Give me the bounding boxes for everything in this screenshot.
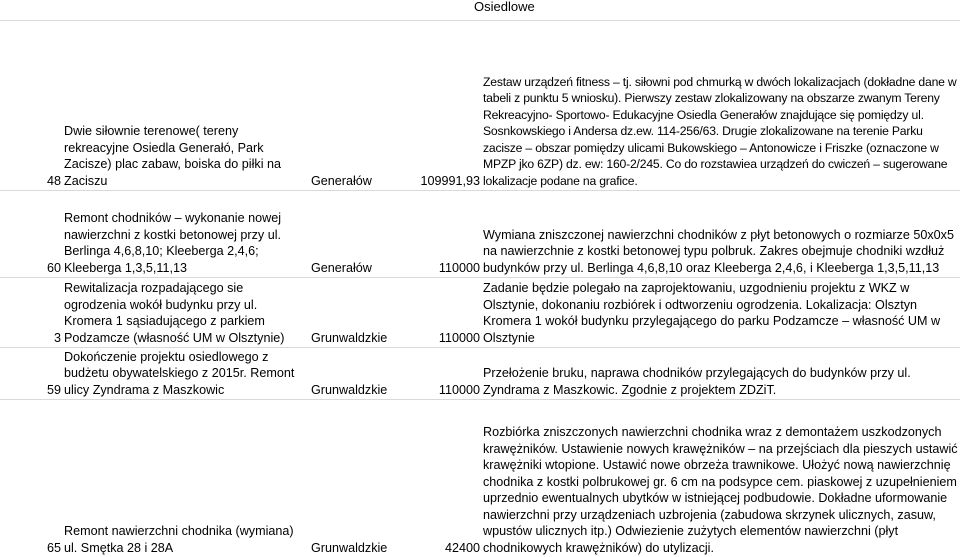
table-row[interactable] (0, 348, 960, 398)
row-number: 48 (46, 173, 61, 188)
district-name: Generałów (311, 260, 372, 275)
project-name: Dokończenie projektu osiedlowego z budżetu obywatelskiego z 2015r. Remont ulicy Zyndrama z Maszkowic (64, 349, 295, 397)
table-row[interactable] (0, 278, 960, 346)
project-cost: 110000 (438, 260, 480, 275)
row-number: 60 (46, 260, 61, 275)
table-row[interactable] (0, 400, 960, 556)
row-number: 59 (46, 382, 61, 397)
project-name: Rewitalizacja rozpadającego sie ogrodzenia wokół budynku przy ul. Kromera 1 sąsiadującego z parkiem Podzamcze (własność UM w Olsztynie) (64, 281, 285, 345)
project-cost: 109991,93 (420, 173, 480, 188)
spreadsheet-grid (0, 20, 960, 557)
project-cost: 42400 (444, 540, 480, 555)
district-name: Grunwaldzkie (311, 330, 388, 345)
project-name: Dwie siłownie terenowe( tereny rekreacyjne Osiedla Generałó, Park Zacisze) plac zabaw, boiska do piłki na Zaciszu (64, 124, 282, 188)
table-row[interactable] (0, 21, 960, 189)
project-cost: 110000 (438, 382, 480, 397)
project-name: Remont nawierzchni chodnika (wymiana) ul. Smętka 28 i 28A (64, 524, 294, 555)
project-scope: Przełożenie bruku, naprawa chodników przylegających do budynków przy ul. Zyndrama z Maszkowic. Zgodnie z projektem ZDZiT. (483, 366, 911, 397)
project-scope: Wymiana zniszczonej nawierzchni chodników z płyt betonowych o rozmiarze 50x0x5 na nawierzchnie z kostki betonowej typu polbruk. Zakres obejmuje chodniki wzdłuż budynków przy ul. Berlinga 4,6,8,10 oraz Kleeberga 2,4,6, i Kleeberga 1,3,5,11,13 (483, 227, 954, 275)
sheet-tab-title[interactable]: Osiedlowe (474, 0, 535, 14)
sheet-tab-bar (0, 0, 960, 20)
project-scope: Rozbiórka zniszczonych nawierzchni chodnika wraz z demontażem uszkodzonych krawężników. Ustawienie nowych krawężników – na przejściach dla pieszych ustawić krawężniki wtopione. Ustawić nowe obrzeża trawnikowe. Ułożyć nową nawierzchnię chodnika z kostki polbrukowej gr. 6 cm na podsypce cem. piaskowej z uzupełnieniem uprzednio ewentualnych ubytków w istniejącej podbudowie. Dokładne uformowanie nawierzchni przy urządzeniach uzbrojenia (zabudowa skrzynek ulicznych, zasuw, wpustów ulicznych itp.) Odwiezienie zużytych elementów nawierzchni (płyt chodnikowych krawężników) do utylizacji. (483, 425, 958, 555)
district-name: Grunwaldzkie (311, 540, 388, 555)
district-name: Generałów (311, 173, 372, 188)
project-scope: Zadanie będzie polegało na zaprojektowaniu, uzgodnieniu projektu z WKZ w Olsztynie, dokonaniu rozbiórek i odtworzeniu ogrodzenia. Lokalizacja: Olsztyn Kromera 1 wokół budynku przylegającego do parku Podzamcze – własność UM w Olsztynie (483, 281, 941, 345)
project-name: Remont chodników – wykonanie nowej nawierzchni z kostki betonowej przy ul. Berlinga 4,6,8,10; Kleeberga 2,4,6; Kleeberga 1,3,5,11,13 (64, 211, 282, 275)
district-name: Grunwaldzkie (311, 382, 388, 397)
row-number: 3 (53, 330, 61, 345)
project-scope: Zestaw urządzeń fitness – tj. siłowni pod chmurką w dwóch lokalizacjach (dokładne dane w tabeli z punktu 5 wniosku). Pierwszy zestaw zlokalizowany na obszarze zwanym Tereny Rekreacyjno- Sportowo- Edukacyjne Osiedla Generałów znajdujące się pomiędzy ul. Sosnkowskiego i Andersa dz.ew. 114-256/63. Drugie zlokalizowane na terenie Parku zacisze – obszar pomiędzy ulicami Bukowskiego – Antonowicze i Friszke (oznaczone w MPZP jko 6ZP) dz. ew: 160-2/245. Co do rozstawiea urządzeń do cwiczeń – sugerowane lokalizacje podane na grafice. (483, 74, 957, 188)
project-cost: 110000 (438, 330, 480, 345)
row-number: 65 (46, 540, 61, 555)
table-row[interactable] (0, 191, 960, 276)
